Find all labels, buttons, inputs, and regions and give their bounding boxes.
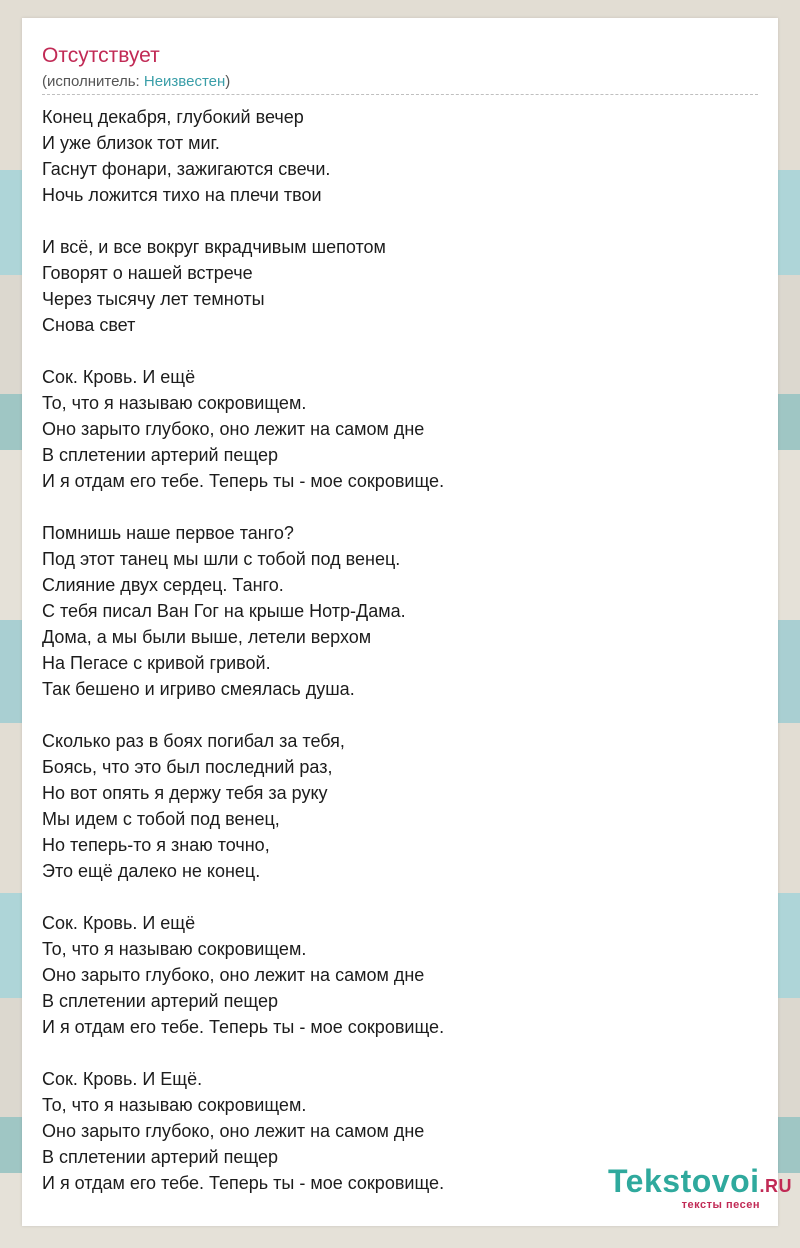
lyrics-line: Это ещё далеко не конец. <box>42 861 261 881</box>
lyrics-stanza <box>42 728 742 884</box>
lyrics-line: Помнишь наше первое танго? <box>42 523 294 543</box>
lyrics-line: Боясь, что это был последний раз, <box>42 757 333 777</box>
subtitle-prefix: (исполнитель: <box>42 73 144 90</box>
logo-wordmark <box>608 1164 792 1203</box>
title-divider <box>42 94 758 95</box>
lyrics-line: И уже близок тот миг. <box>42 133 220 153</box>
lyrics-line: И всё, и все вокруг вкрадчивым шепотом <box>42 237 386 257</box>
lyrics-line: Так бешено и игриво смеялась душа. <box>42 679 355 699</box>
lyrics-line: Говорят о нашей встрече <box>42 263 253 283</box>
lyrics-line: В сплетении артерий пещер <box>42 991 278 1011</box>
lyrics-stanza <box>42 364 742 494</box>
lyrics-line: То, что я называю сокровищем. <box>42 393 307 413</box>
lyrics-line: То, что я называю сокровищем. <box>42 1095 307 1115</box>
logo-tagline: тексты песен <box>681 1199 760 1211</box>
lyrics-line: Под этот танец мы шли с тобой под венец. <box>42 549 401 569</box>
lyrics-line: И я отдам его тебе. Теперь ты - мое сокровище. <box>42 471 445 491</box>
lyrics-line: Сок. Кровь. И Ещё. <box>42 1069 203 1089</box>
song-subtitle <box>42 72 230 92</box>
lyrics-line: Ночь ложится тихо на плечи твои <box>42 185 322 205</box>
lyrics-stanza <box>42 910 742 1040</box>
subtitle-suffix: ) <box>225 73 231 90</box>
lyrics-line: Оно зарыто глубоко, оно лежит на самом дне <box>42 419 425 439</box>
lyrics-line: Оно зарыто глубоко, оно лежит на самом дне <box>42 1121 425 1141</box>
lyrics-line: И я отдам его тебе. Теперь ты - мое сокровище. <box>42 1017 445 1037</box>
lyrics-line: Сок. Кровь. И ещё <box>42 913 196 933</box>
lyrics-line: И я отдам его тебе. Теперь ты - мое сокровище. <box>42 1173 445 1193</box>
lyrics-line: Слияние двух сердец. Танго. <box>42 575 284 595</box>
lyrics-line: Но вот опять я держу тебя за руку <box>42 783 328 803</box>
lyrics-stanza <box>42 104 742 208</box>
lyrics-line: В сплетении артерий пещер <box>42 1147 278 1167</box>
lyrics-line: Снова свет <box>42 315 136 335</box>
artist-link[interactable]: Неизвестен <box>143 73 226 90</box>
lyrics-stanza <box>42 520 742 702</box>
lyrics-line: То, что я называю сокровищем. <box>42 939 307 959</box>
logo-tld: .RU <box>759 1176 792 1196</box>
lyrics-line: Дома, а мы были выше, летели верхом <box>42 627 372 647</box>
lyrics-line: В сплетении артерий пещер <box>42 445 278 465</box>
logo-name: Tekstovoi <box>608 1163 760 1199</box>
lyrics-line: С тебя писал Ван Гог на крыше Нотр-Дама. <box>42 601 406 621</box>
lyrics-line: Гаснут фонари, зажигаются свечи. <box>42 159 331 179</box>
lyrics-line: Мы идем с тобой под венец, <box>42 809 280 829</box>
lyrics-line: Оно зарыто глубоко, оно лежит на самом дне <box>42 965 425 985</box>
lyrics-stanza <box>42 234 742 338</box>
lyrics-line: Но теперь-то я знаю точно, <box>42 835 270 855</box>
lyrics-line: Сок. Кровь. И ещё <box>42 367 196 387</box>
lyrics-line: На Пегасе с кривой гривой. <box>42 653 271 673</box>
lyrics-card <box>22 18 778 1226</box>
lyrics-line: Конец декабря, глубокий вечер <box>42 107 304 127</box>
lyrics-line: Сколько раз в боях погибал за тебя, <box>42 731 345 751</box>
song-title: Отсутствует <box>42 44 160 67</box>
site-logo[interactable] <box>608 1164 792 1211</box>
lyrics-text <box>42 104 742 1222</box>
lyrics-line: Через тысячу лет темноты <box>42 289 265 309</box>
